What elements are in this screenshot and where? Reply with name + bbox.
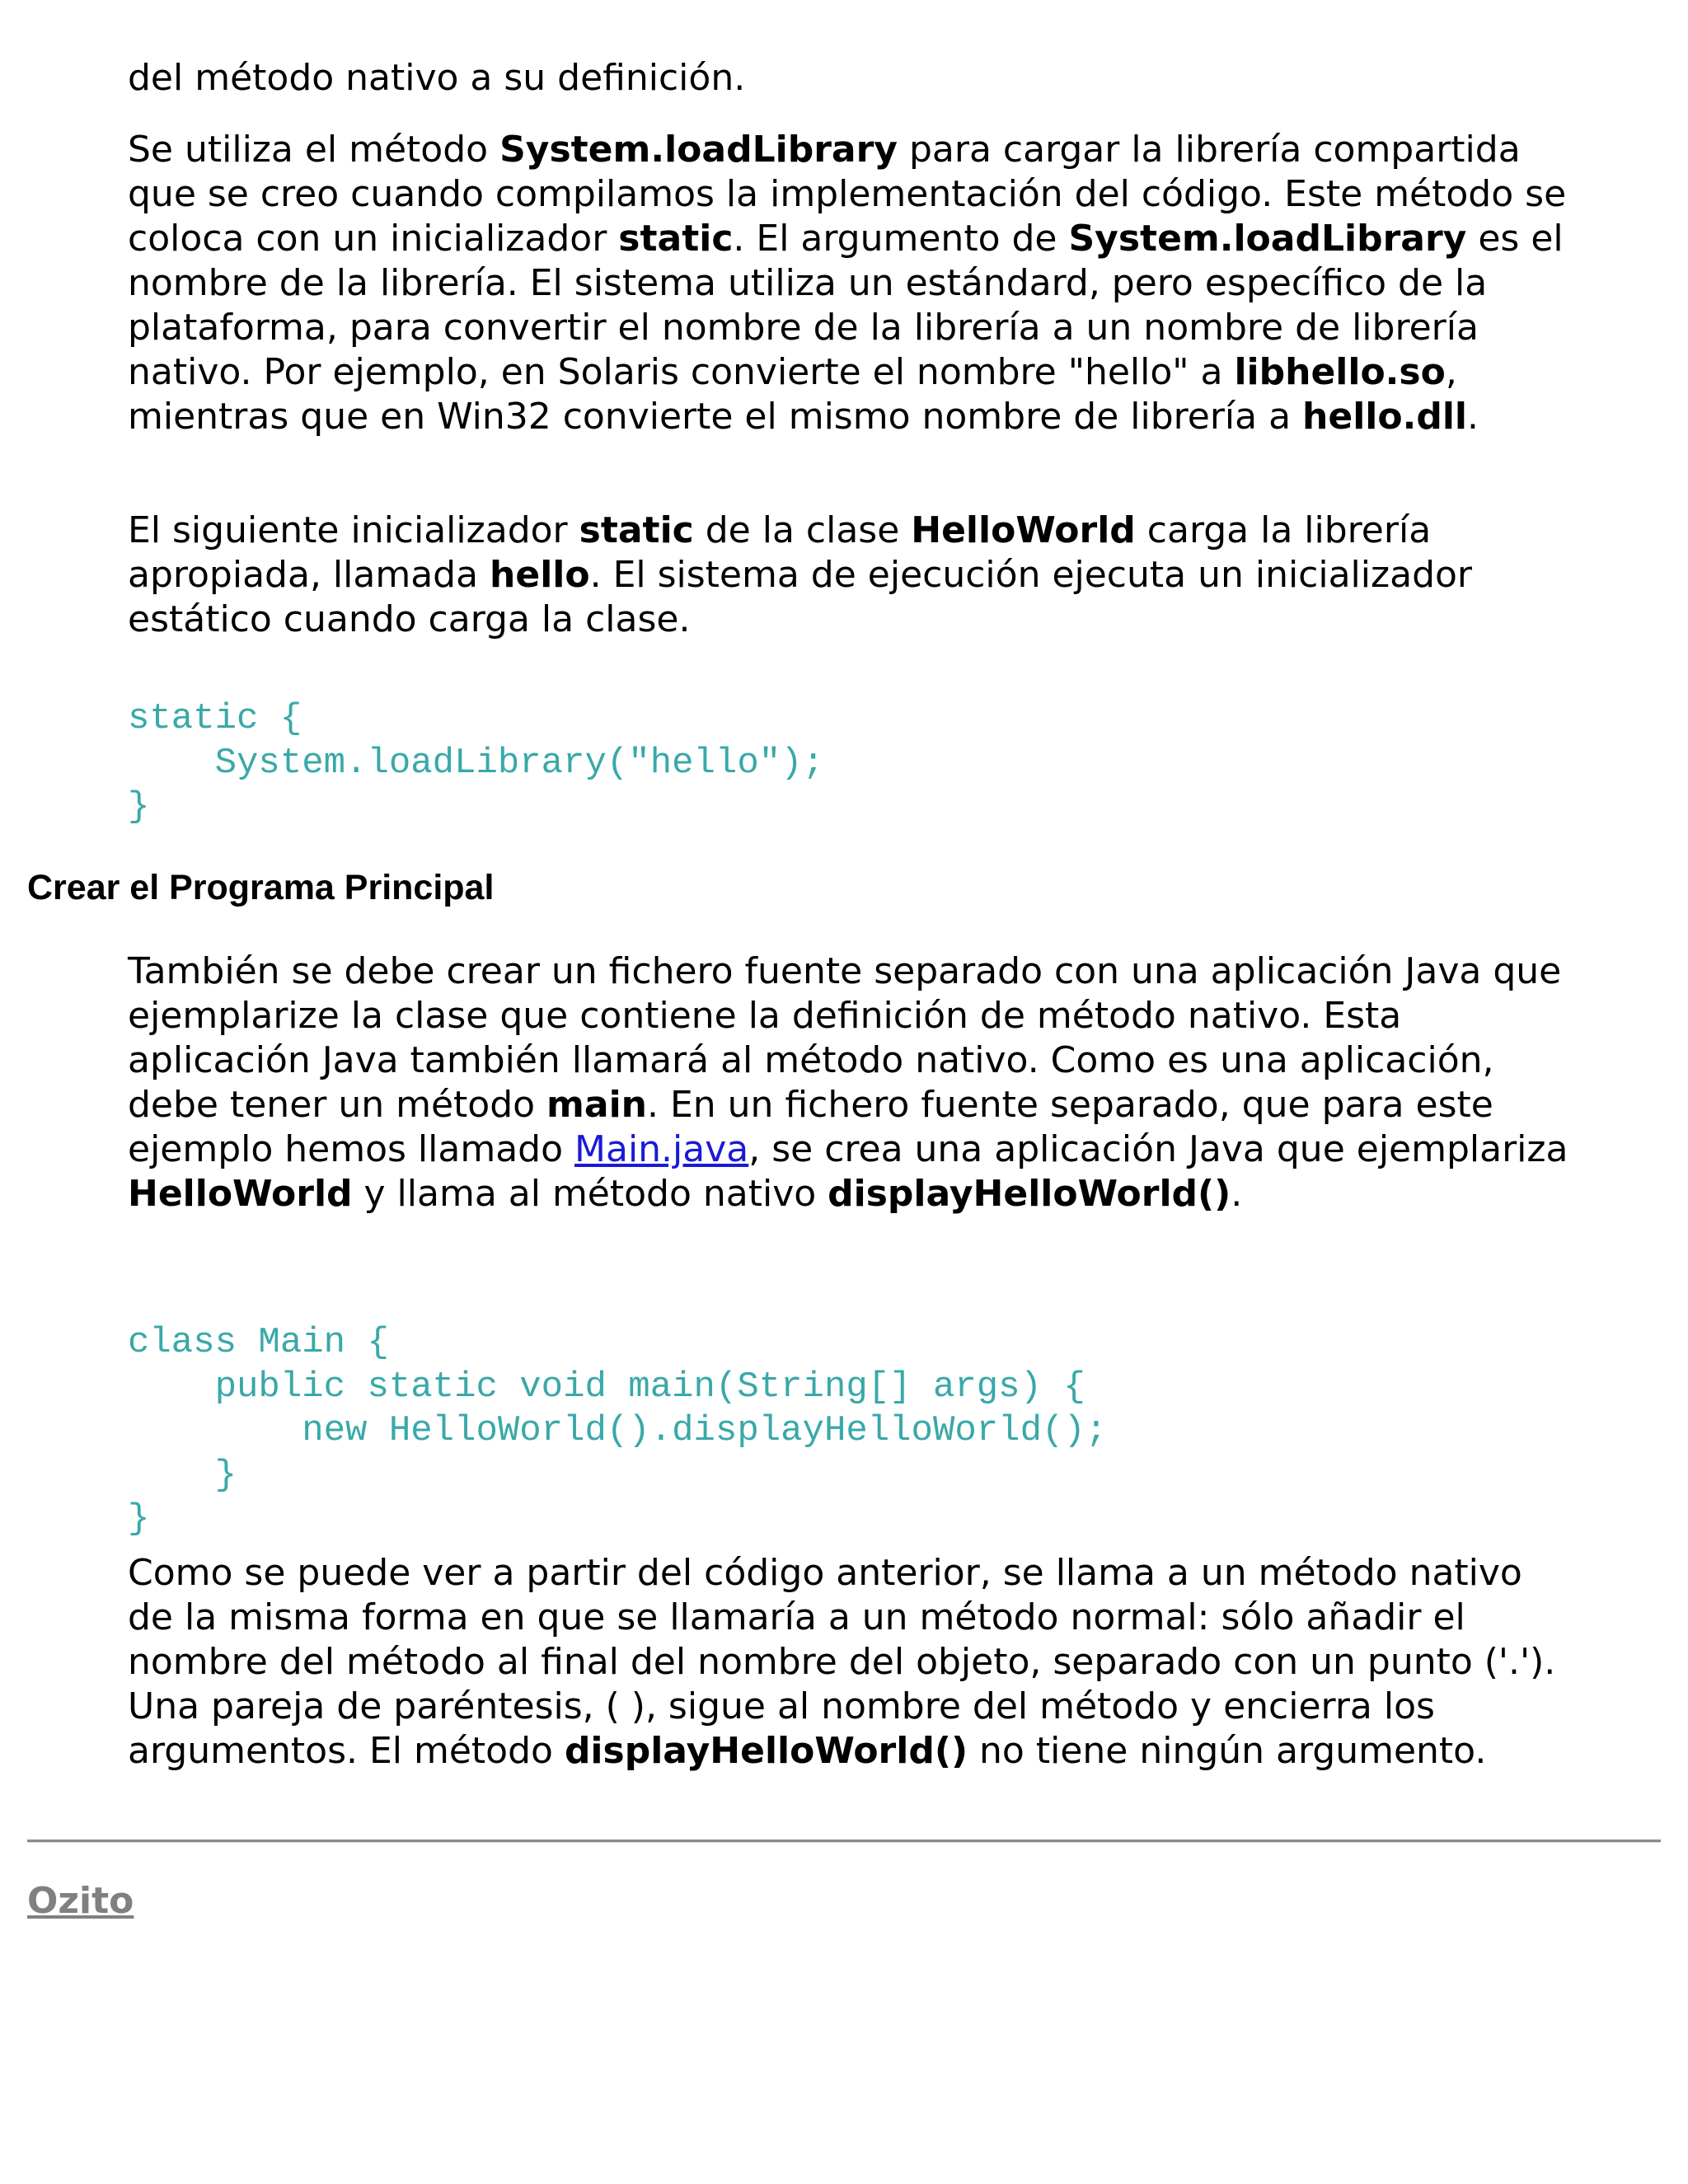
text: , se crea una aplicación Java que ejemplariza xyxy=(748,1128,1568,1170)
text: carga la librería apropiada, llamada xyxy=(128,509,1432,596)
text: para cargar la librería compartida que se creo cuando compilamos la implementación del código. Este método se coloca con un inicializador xyxy=(128,129,1567,260)
text: . El sistema de ejecución ejecuta un inicializador estático cuando carga la clase. xyxy=(128,554,1473,640)
paragraph-main-program xyxy=(128,949,1570,1216)
code-static-block: static { System.loadLibrary("hello"); } xyxy=(128,698,824,827)
section-heading: Crear el Programa Principal xyxy=(27,868,495,907)
paragraph-intro-tail xyxy=(128,56,1570,101)
text: . En un fichero fuente separado, que para este ejemplo hemos llamado xyxy=(128,1084,1493,1170)
text: También se debe crear un fichero fuente separado con una aplicación Java que ejemplarize la clase que contiene la definición de método nativo. Esta aplicación Java también llamará al método nativo. Como es una aplicación, debe tener un método xyxy=(128,950,1562,1126)
bold-term: displayHelloWorld() xyxy=(828,1173,1231,1215)
bold-term: static xyxy=(579,509,694,551)
text: , mientras que en Win32 convierte el mismo nombre de librería a xyxy=(128,351,1457,438)
bold-term: HelloWorld xyxy=(128,1173,353,1215)
paragraph-method-call xyxy=(128,1551,1570,1774)
text: . xyxy=(1231,1173,1243,1215)
text: y llama al método nativo xyxy=(352,1173,828,1215)
bold-term: main xyxy=(546,1084,647,1126)
text: Como se puede ver a partir del código anterior, se llama a un método nativo de la misma forma en que se llamaría a un método normal: sólo añadir el nombre del método al final del nombre del objeto, separado con un punto ('.'). Una pareja de paréntesis, ( ), sigue al nombre del método y encierra los argumentos. El método xyxy=(128,1552,1556,1772)
bold-term: hello.dll xyxy=(1302,396,1467,438)
ozito-link[interactable]: Ozito xyxy=(27,1880,134,1922)
bold-term: HelloWorld xyxy=(911,509,1136,551)
text: El siguiente inicializador xyxy=(128,509,579,551)
text: Se utiliza el método xyxy=(128,129,500,171)
text: de la clase xyxy=(693,509,912,551)
text: no tiene ningún argumento. xyxy=(968,1730,1487,1772)
bold-term: static xyxy=(618,218,734,260)
text: es el nombre de la librería. El sistema utiliza un estándard, pero específico de la plataforma, para convertir el nombre de la librería a un nombre de librería nativo. Por ejemplo, en Solaris convierte el nombre "hello" a xyxy=(128,218,1564,393)
main-java-link[interactable]: Main.java xyxy=(574,1128,749,1170)
bold-term: System.loadLibrary xyxy=(1068,218,1467,260)
bold-term: libhello.so xyxy=(1234,351,1446,393)
bold-term: displayHelloWorld() xyxy=(564,1730,968,1772)
code-main-class: class Main { public static void main(String[] args) { new HelloWorld().displayHelloWorld(); } } xyxy=(128,1322,1108,1540)
text: . El argumento de xyxy=(733,218,1069,260)
bold-term: hello xyxy=(490,554,590,596)
paragraph-loadlibrary xyxy=(128,128,1570,439)
text: . xyxy=(1466,396,1479,438)
paragraph-static-initializer xyxy=(128,509,1570,642)
text: del método nativo a su definición. xyxy=(128,57,746,99)
horizontal-rule xyxy=(27,1840,1661,1843)
bold-term: System.loadLibrary xyxy=(499,129,898,171)
